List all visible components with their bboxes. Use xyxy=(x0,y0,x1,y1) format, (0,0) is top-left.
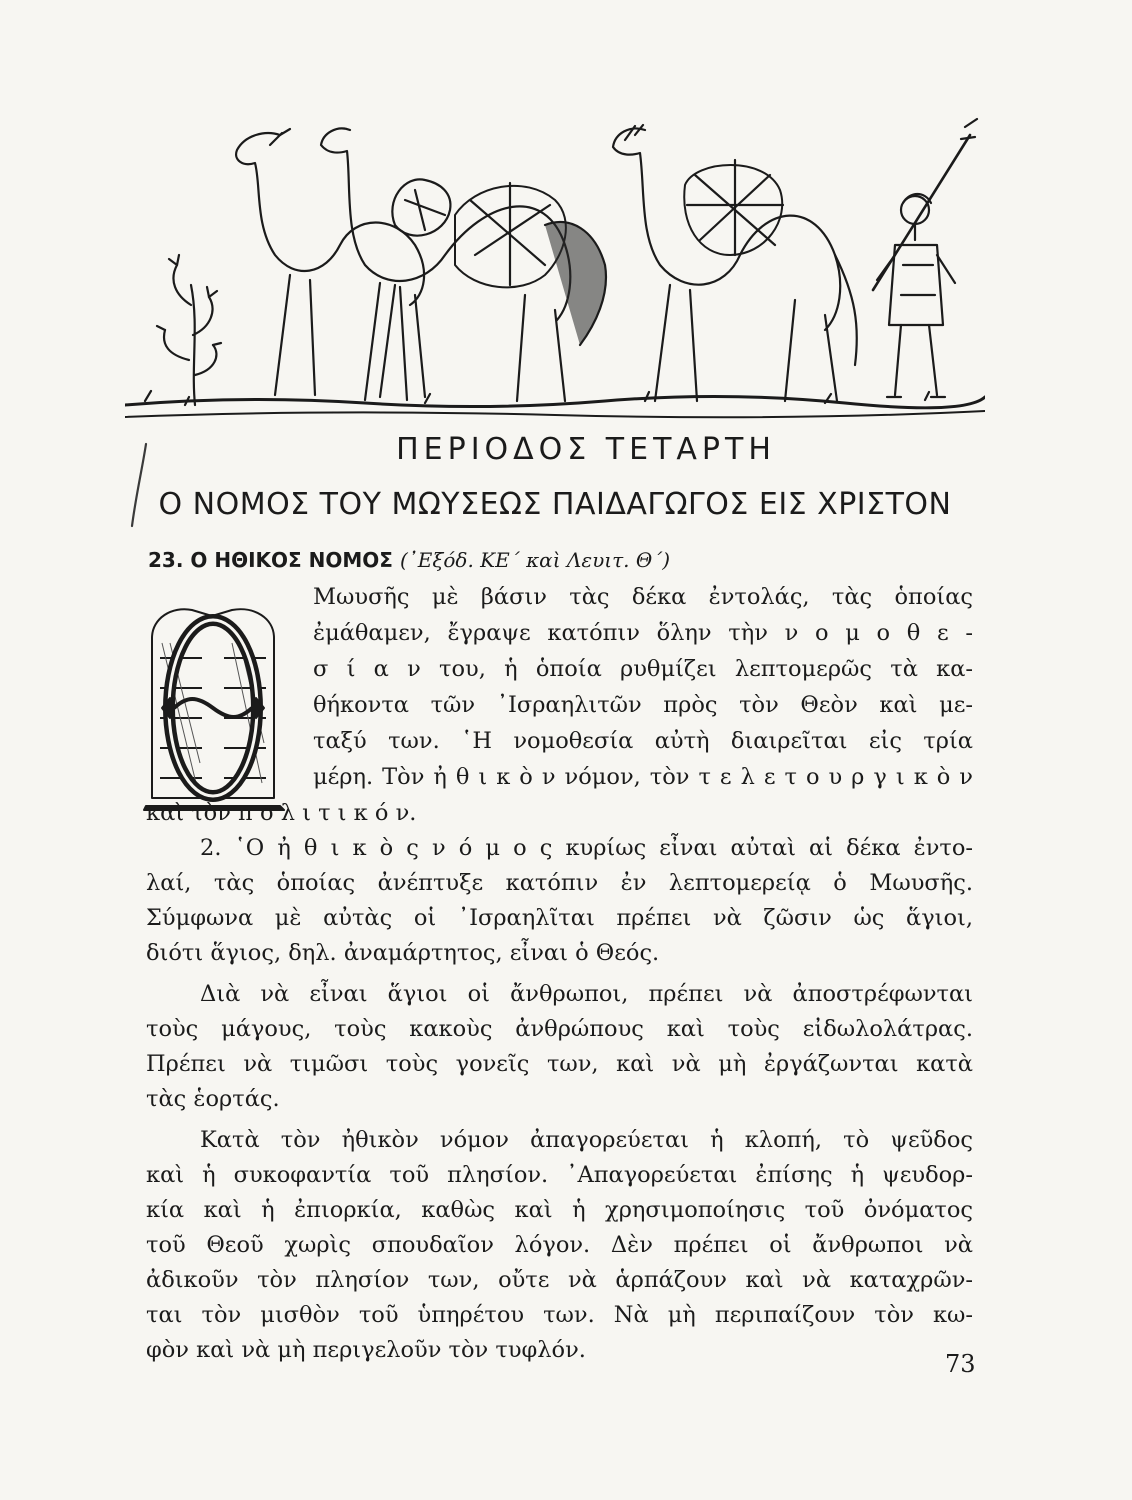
text-line: θήκοντα τῶν ᾿Ισραηλιτῶν πρὸς τὸν Θεὸν καὶ με- xyxy=(313,692,973,718)
text-line: τοὺς μάγους, τοὺς κακοὺς ἀνθρώπους καὶ τοὺς εἰδωλολάτρας. xyxy=(146,1016,973,1042)
text-line: ται τὸν μισθὸν τοῦ ὑπηρέτου των. Νὰ μὴ περιπαίζουν τὸν κω- xyxy=(146,1302,973,1328)
section-heading-text: 23. Ο ΗΘΙΚΟΣ ΝΟΜΟΣ xyxy=(148,548,393,572)
text-line: μέρη. Τὸν ἠ θ ι κ ὸ ν νόμον, τὸν τ ε λ ε τ ο υ ρ γ ι κ ὸ ν xyxy=(313,764,973,790)
page-number: 73 xyxy=(945,1350,976,1378)
text-line: διότι ἅγιος, δηλ. ἀναμάρτητος, εἶναι ὁ Θεός. xyxy=(146,940,660,966)
section-reference: (᾿Εξόδ. ΚΕ΄ καὶ Λευιτ. Θ΄) xyxy=(399,548,671,572)
dropcap-theta-tablets xyxy=(142,598,292,813)
text-line: Μωυσῆς μὲ βάσιν τὰς δέκα ἐντολάς, τὰς ὁποίας xyxy=(313,584,973,610)
chapter-title: Ο ΝΟΜΟΣ ΤΟΥ ΜΩΥΣΕΩΣ ΠΑΙΔΑΓΩΓΟΣ ΕΙΣ ΧΡΙΣΤΟΝ xyxy=(158,487,952,522)
text-line: καὶ ἡ συκοφαντία τοῦ πλησίον. ᾿Απαγορεύεται ἐπίσης ἡ ψευδορ- xyxy=(146,1162,973,1188)
text-line: ἀδικοῦν τὸν πλησίον των, οὔτε νὰ ἁρπάζουν καὶ νὰ καταχρῶν- xyxy=(146,1267,973,1293)
camel-caravan-illustration xyxy=(125,105,985,425)
text-line: ἐμάθαμεν, ἔγραψε κατόπιν ὅλην τὴν ν ο μ ο θ ε - xyxy=(313,620,973,646)
text-line: λαί, τὰς ὁποίας ἀνέπτυξε κατόπιν ἐν λεπτομερείᾳ ὁ Μωυσῆς. xyxy=(146,870,973,896)
text-line: τοῦ Θεοῦ χωρὶς σπουδαῖον λόγον. Δὲν πρέπει οἱ ἄνθρωποι νὰ xyxy=(146,1232,973,1258)
text-line: Κατὰ τὸν ἠθικὸν νόμον ἀπαγορεύεται ἡ κλοπή, τὸ ψεῦδος xyxy=(200,1127,973,1153)
text-line: σ ί α ν του, ἡ ὁποία ρυθμίζει λεπτομερῶς τὰ κα- xyxy=(313,656,973,682)
period-title: ΠΕΡΙΟΔΟΣ ΤΕΤΑΡΤΗ xyxy=(396,432,776,467)
text-line: ταξύ των. ῾Η νομοθεσία αὐτὴ διαιρεῖται εἰς τρία xyxy=(313,728,973,754)
text-line: Σύμφωνα μὲ αὐτὰς οἱ ᾿Ισραηλῖται πρέπει νὰ ζῶσιν ὡς ἅγιοι, xyxy=(146,905,973,931)
text-line: 2. ῾Ο ἠ θ ι κ ὸ ς ν ό μ ο ς κυρίως εἶναι αὐταὶ αἱ δέκα ἐντο- xyxy=(200,835,973,861)
text-line: κία καὶ ἡ ἐπιορκία, καθὼς καὶ ἡ χρησιμοποίησις τοῦ ὀνόματος xyxy=(146,1197,973,1223)
text-line: Πρέπει νὰ τιμῶσι τοὺς γονεῖς των, καὶ νὰ μὴ ἐργάζωνται κατὰ xyxy=(146,1051,973,1077)
text-line: Διὰ νὰ εἶναι ἅγιοι οἱ ἄνθρωποι, πρέπει νὰ ἀποστρέφωνται xyxy=(200,981,973,1007)
section-heading xyxy=(148,548,948,572)
text-line: φὸν καὶ νὰ μὴ περιγελοῦν τὸν τυφλόν. xyxy=(146,1337,586,1363)
text-line: καὶ τὸν π ο λ ι τ ι κ ό ν. xyxy=(146,800,417,826)
text-line: τὰς ἑορτάς. xyxy=(146,1086,280,1112)
